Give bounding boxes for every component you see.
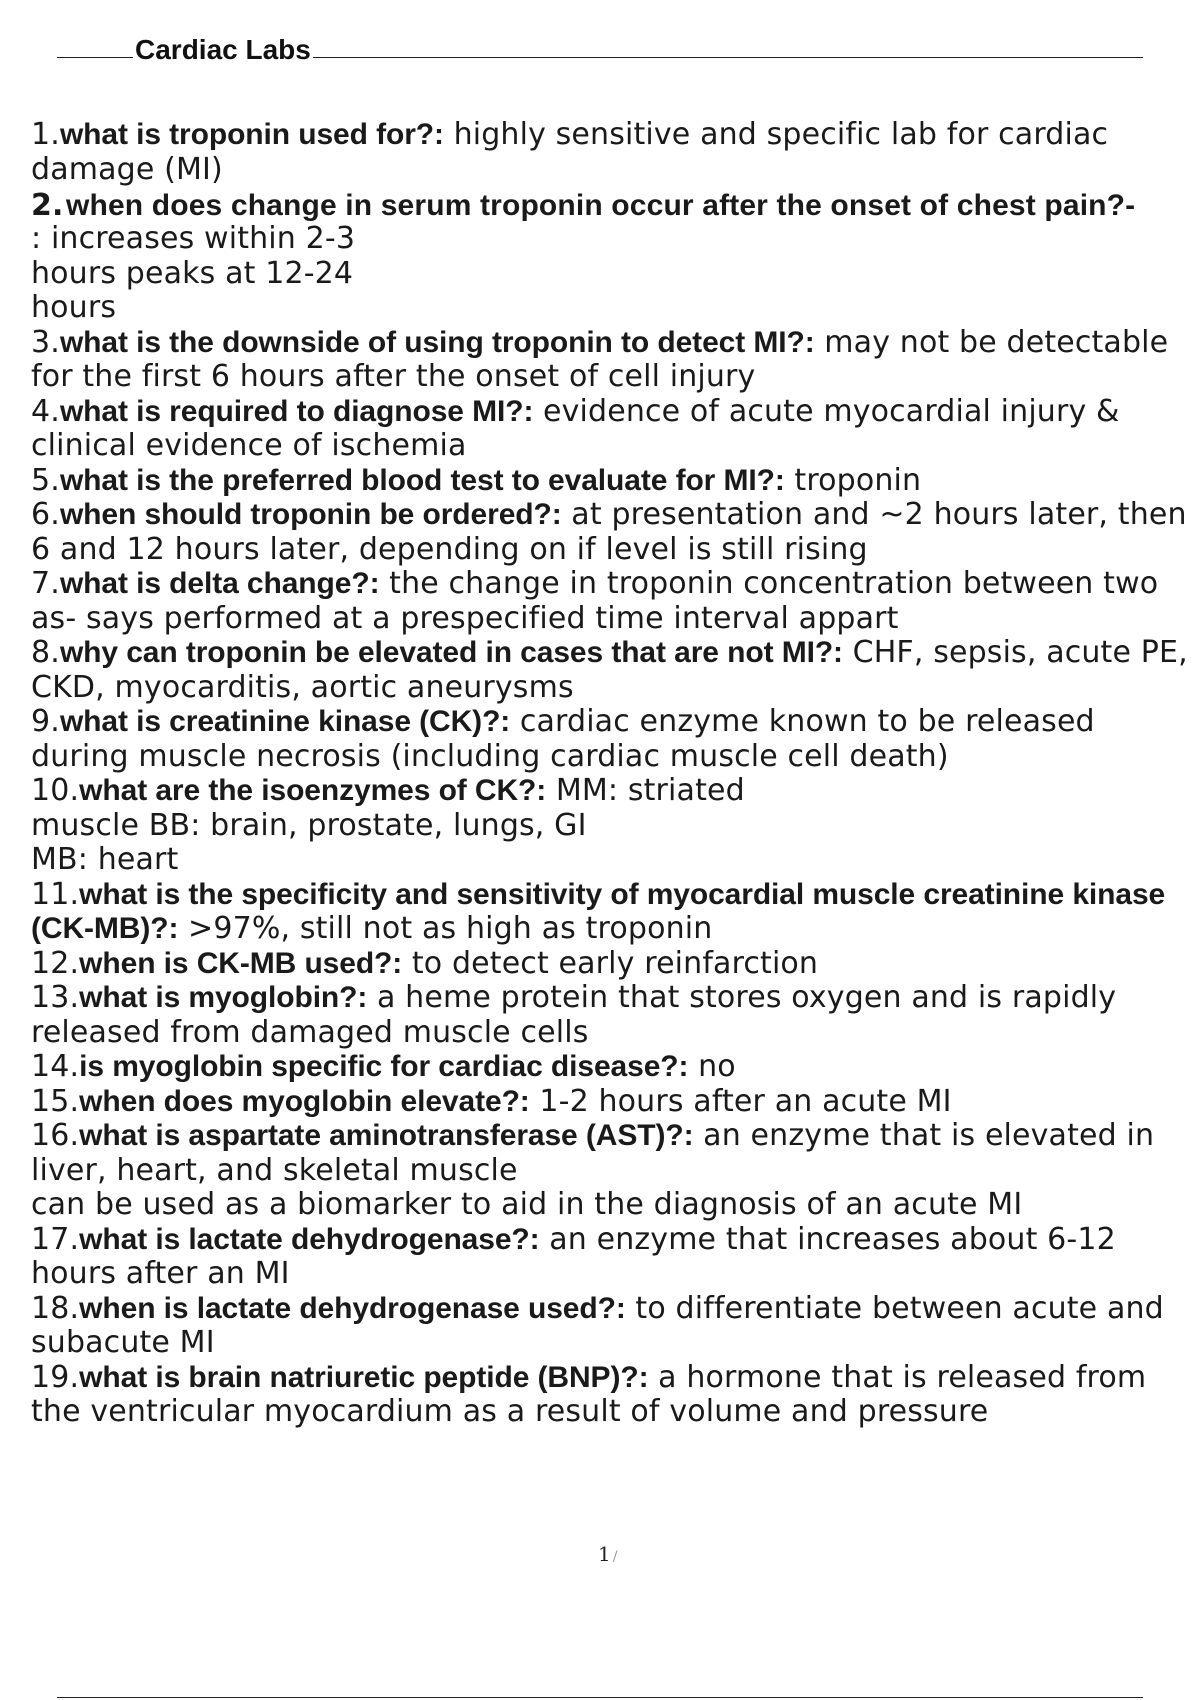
list-item: 12.when is CK-MB used?: to detect early reinfarction <box>31 945 819 981</box>
answer-line: can be used as a biomarker to aid in the diagnosis of an acute MI <box>31 1187 1023 1222</box>
list-item: 15.when does myoglobin elevate?: 1-2 hours after an acute MI <box>31 1083 952 1119</box>
list-item: 4.what is required to diagnose MI?: evidence of acute myocardial injury & clinical evidence of ischemia <box>31 393 1120 463</box>
list-item: 13.what is myoglobin?: a heme protein that stores oxygen and is rapidly released from damaged muscle cells <box>31 980 1117 1050</box>
answer-line: muscle BB: brain, prostate, lungs, GI <box>31 807 587 843</box>
list-item: 14.is myoglobin specific for cardiac disease?: no <box>31 1049 736 1084</box>
answer-line: : increases within 2-3 <box>31 221 356 256</box>
list-item: 5.what is the preferred blood test to evaluate for MI?: troponin <box>31 462 922 498</box>
list-item: 1.what is troponin used for?: highly sensitive and specific lab for cardiac damage (MI) <box>31 117 1109 187</box>
list-item: 10.what are the isoenzymes of CK?: MM: striated <box>31 773 745 808</box>
page-number: 1 / <box>598 1542 618 1566</box>
list-item: 7.what is delta change?: the change in troponin concentration between two as- says performed at a prespecified time interval appart <box>31 566 1159 636</box>
list-item: 3.what is the downside of using troponin to detect MI?: may not be detectable for the first 6 hours after the onset of cell injury <box>31 324 1169 394</box>
answer-line: hours peaks at 12-24 <box>31 255 354 291</box>
list-item: 2.when does change in serum troponin occur after the onset of chest pain?- <box>31 188 1136 223</box>
list-item: 16.what is aspartate aminotransferase (AST)?: an enzyme that is elevated in liver, heart, and skeletal muscle <box>31 1118 1155 1188</box>
answer-line: MB: heart <box>31 842 179 877</box>
qa-list <box>31 118 1191 1430</box>
footer-rule <box>57 1697 1143 1698</box>
list-item: 6.when should troponin be ordered?: at presentation and ~2 hours later, then 6 and 12 hours later, depending on if level is still rising <box>31 497 1187 567</box>
page-title: Cardiac Labs <box>135 34 311 65</box>
list-item: 11.what is the specificity and sensitivity of myocardial muscle creatinine kinase (CK-MB)?: >97%, still not as high as troponin <box>31 876 1166 946</box>
list-item: 19.what is brain natriuretic peptide (BNP)?: a hormone that is released from the ventricular myocardium as a result of volume and pressure <box>31 1359 1147 1429</box>
list-item: 18.when is lactate dehydrogenase used?: to differentiate between acute and subacute MI <box>31 1290 1164 1360</box>
list-item: 9.what is creatinine kinase (CK)?: cardiac enzyme known to be released during muscle necrosis (including cardiac muscle cell death) <box>31 704 1095 774</box>
list-item: 8.why can troponin be elevated in cases that are not MI?: CHF, sepsis, acute PE, CKD, myocarditis, aortic aneurysms <box>31 635 1188 705</box>
answer-line: hours <box>31 290 117 325</box>
list-item: 17.what is lactate dehydrogenase?: an enzyme that increases about 6-12 hours after an MI <box>31 1221 1116 1291</box>
